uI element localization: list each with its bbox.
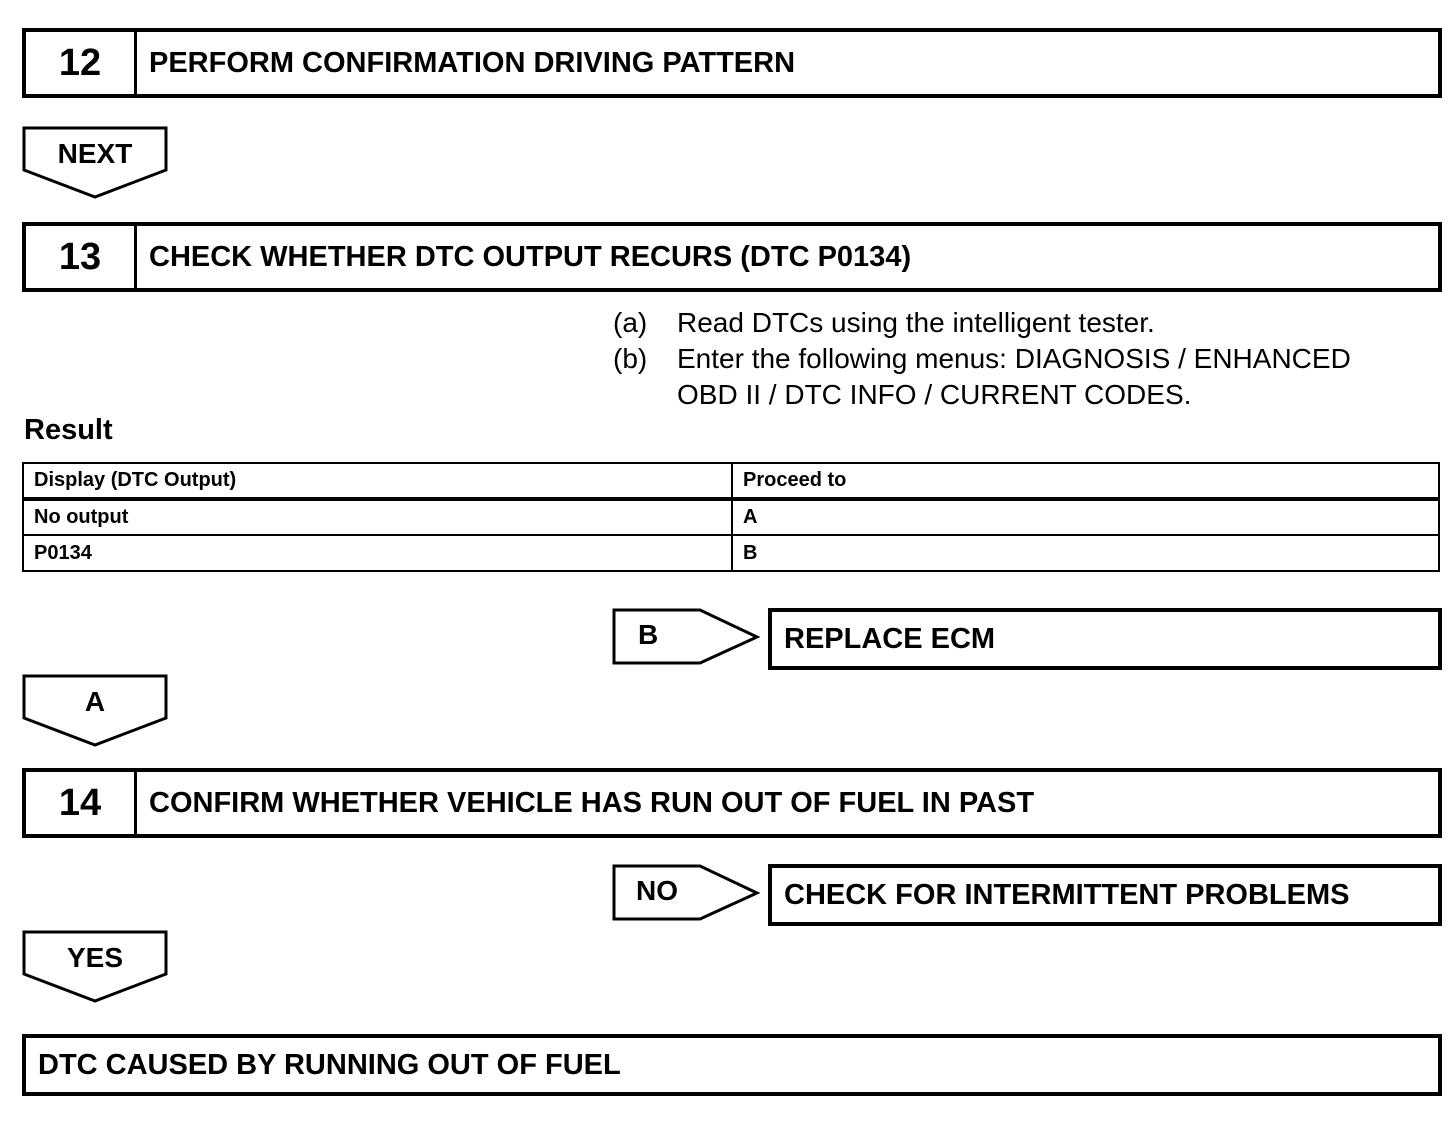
instruction-text: OBD II / DTC INFO / CURRENT CODES. (677, 379, 1192, 410)
instruction-a (613, 305, 1433, 341)
branch-b-arrow (612, 608, 760, 666)
instruction-text: Enter the following menus: DIAGNOSIS / ENHANCED (677, 343, 1351, 374)
replace-ecm-box: REPLACE ECM (768, 608, 1442, 670)
instruction-letter: (a) (613, 307, 648, 338)
table-row (23, 499, 1439, 535)
right-arrow-icon (612, 608, 760, 666)
branch-no-arrow (612, 864, 760, 922)
table-cell: P0134 (23, 535, 732, 571)
result-table-wrap (22, 462, 1440, 572)
result-table (22, 462, 1440, 572)
instruction-letter: (b) (613, 343, 648, 374)
final-result-box: DTC CAUSED BY RUNNING OUT OF FUEL (22, 1034, 1442, 1096)
step-13-title: CHECK WHETHER DTC OUTPUT RECURS (DTC P0134) (149, 240, 912, 273)
branch-no-label: NO (636, 875, 678, 906)
branch-b-label: B (638, 619, 659, 650)
step-14-box (22, 768, 1442, 838)
step-14-title: CONFIRM WHETHER VEHICLE HAS RUN OUT OF FUEL IN PAST (149, 786, 1035, 819)
table-header-cell: Display (DTC Output) (23, 463, 732, 499)
instruction-text: Read DTCs using the intelligent tester. (677, 307, 1155, 338)
right-arrow-icon (612, 864, 760, 922)
table-cell: B (732, 535, 1439, 571)
branch-yes-label: YES (66, 942, 124, 973)
instruction-b (613, 341, 1433, 413)
step-14-number: 14 (26, 772, 137, 834)
instructions (613, 305, 1433, 413)
table-row (23, 535, 1439, 571)
branch-a-arrow (22, 674, 168, 748)
table-cell: No output (23, 499, 732, 535)
step-13-number: 13 (26, 226, 137, 288)
table-header-row (23, 463, 1439, 499)
table-header-cell: Proceed to (732, 463, 1439, 499)
step-12-title: PERFORM CONFIRMATION DRIVING PATTERN (149, 46, 796, 79)
branch-yes-arrow (22, 930, 168, 1004)
next-arrow (22, 126, 168, 200)
step-13-box (22, 222, 1442, 292)
next-label: NEXT (57, 138, 133, 169)
branch-a-label: A (84, 686, 106, 717)
table-cell: A (732, 499, 1439, 535)
step-12-number: 12 (26, 32, 137, 94)
intermittent-problems-box: CHECK FOR INTERMITTENT PROBLEMS (768, 864, 1442, 926)
step-12-box (22, 28, 1442, 98)
result-heading: Result (24, 414, 113, 446)
